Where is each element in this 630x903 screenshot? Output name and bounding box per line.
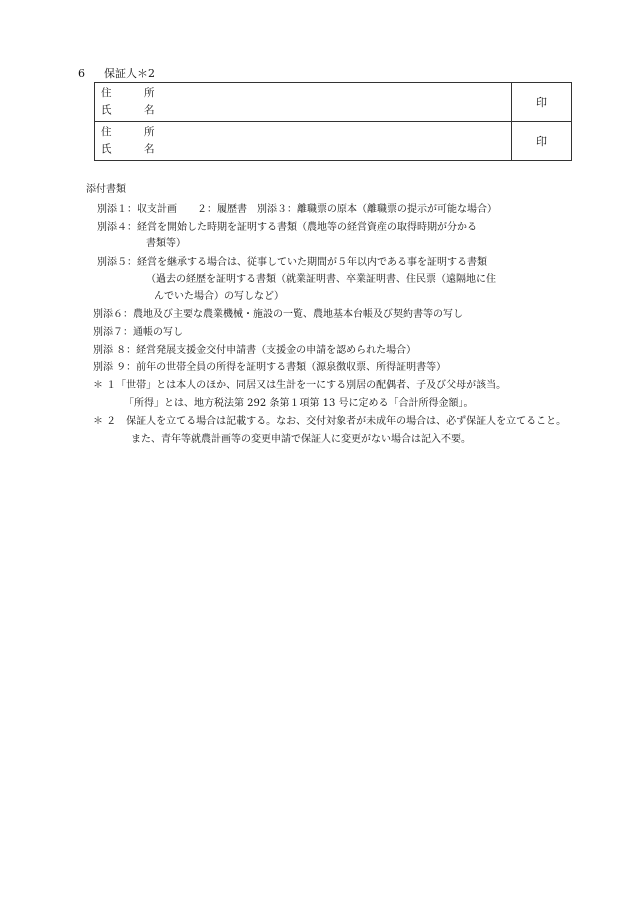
attachment-line: 書類等） bbox=[146, 238, 186, 249]
note-line: ＊ ２ 保証人を立てる場合は記載する。なお、交付対象者が未成年の場合は、必ず保証人を立てること。 bbox=[93, 416, 567, 427]
guarantor-row bbox=[95, 83, 572, 122]
guarantor-table bbox=[94, 82, 572, 161]
section-title: 保証人＊2 bbox=[104, 67, 155, 80]
attachment-line: 別添４：経営を開始した時期を証明する書類（農地等の経営資産の取得時期が分かる bbox=[97, 222, 477, 233]
guarantor-row bbox=[95, 122, 572, 161]
seal-cell: 印 bbox=[512, 83, 572, 122]
attachment-line: 別添７：通帳の写し bbox=[93, 327, 183, 338]
attachment-line: 別添５：経営を継承する場合は、従事していた期間が５年以内である事を証明する書類 bbox=[97, 257, 487, 268]
seal-cell: 印 bbox=[512, 122, 572, 161]
name-label: 氏 名 bbox=[101, 104, 166, 116]
section-number: 6 bbox=[78, 67, 85, 80]
note-line: ＊ １「世帯」とは本人のほか、同居又は生計を一にする別居の配偶者、子及び父母が該当。 bbox=[93, 380, 507, 391]
guarantor-address-name-cell[interactable] bbox=[95, 122, 512, 161]
note-line: 「所得」とは、地方税法第 292 条第１項第 13 号に定める「合計所得金額」。 bbox=[124, 398, 474, 409]
attachment-line: 別添６：農地及び主要な農業機械・施設の一覧、農地基本台帳及び契約書等の写し bbox=[93, 309, 463, 320]
attachments-heading: 添付書類 bbox=[86, 184, 126, 195]
attachment-line: んでいた場合）の写しなど） bbox=[154, 291, 284, 302]
attachment-line: （過去の経歴を証明する書類（就業証明書、卒業証明書、住民票（遠隔地に住 bbox=[146, 274, 496, 285]
guarantor-address-name-cell[interactable] bbox=[95, 83, 512, 122]
attachment-line: 別添 ９：前年の世帯全員の所得を証明する書類（源泉徴収票、所得証明書等） bbox=[93, 362, 447, 373]
attachment-line: 別添 ８：経営発展支援金交付申請書（支援金の申請を認められた場合） bbox=[93, 345, 417, 356]
name-label: 氏 名 bbox=[101, 143, 166, 155]
address-label: 住 所 bbox=[101, 126, 166, 138]
attachment-line: 別添１：収支計画 ２：履歴書 別添３：離職票の原本（離職票の提示が可能な場合） bbox=[97, 204, 497, 215]
address-label: 住 所 bbox=[101, 87, 166, 99]
note-line: また、青年等就農計画等の変更申請で保証人に変更がない場合は記入不要。 bbox=[131, 434, 471, 445]
